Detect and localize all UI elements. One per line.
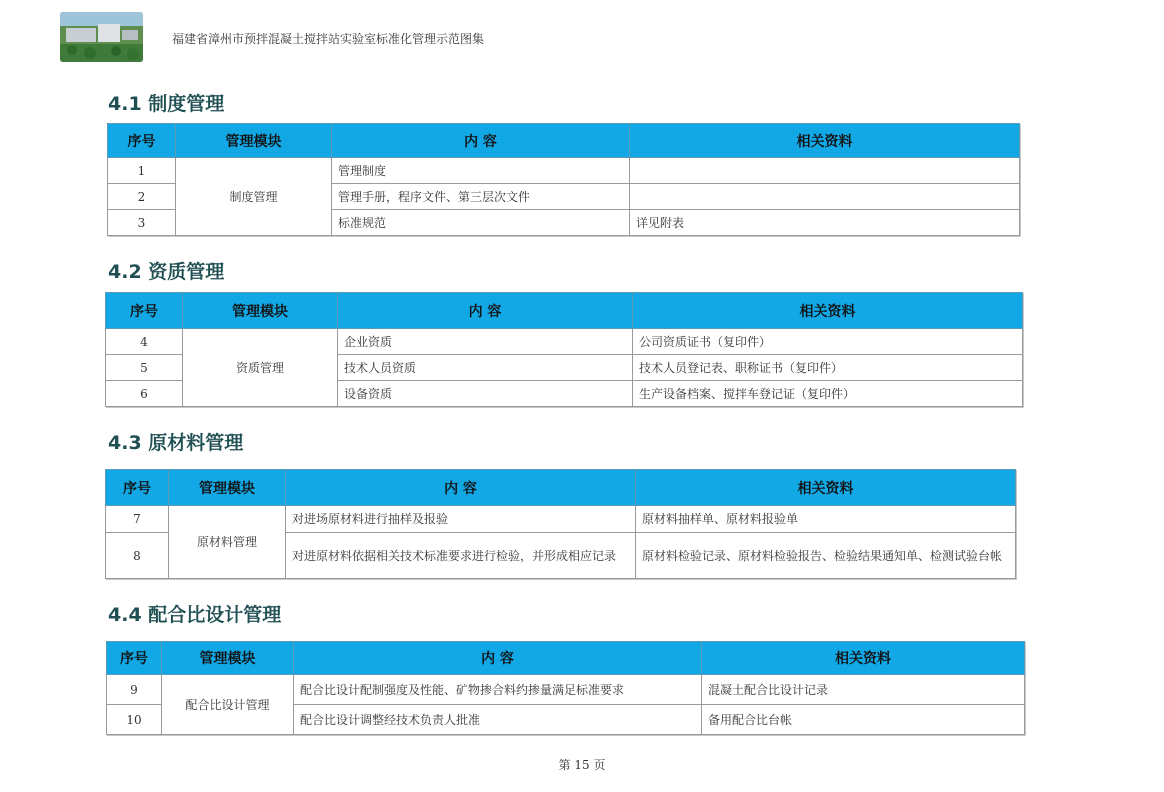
cell-content: 企业资质 <box>338 329 633 355</box>
cell-materials: 备用配合比台帐 <box>702 705 1025 735</box>
cell-content: 对进场原材料进行抽样及报验 <box>286 506 636 533</box>
section-title-4-4: 4.4 配合比设计管理 <box>108 604 282 626</box>
cell-materials: 原材料抽样单、原材料报验单 <box>636 506 1016 533</box>
table-header-row <box>106 470 1016 506</box>
cell-content: 配合比设计配制强度及性能、矿物掺合料约掺量满足标准要求 <box>294 675 702 705</box>
cell-content: 配合比设计调整经技术负责人批准 <box>294 705 702 735</box>
section-title-4-1: 4.1 制度管理 <box>108 93 225 115</box>
table-header-row <box>106 293 1023 329</box>
table-row <box>108 158 1020 184</box>
header-materials: 相关资料 <box>636 470 1016 506</box>
cell-module: 资质管理 <box>183 329 338 407</box>
header-content: 内 容 <box>286 470 636 506</box>
cell-module: 制度管理 <box>176 158 332 236</box>
header-module: 管理模块 <box>169 470 286 506</box>
cell-content: 标准规范 <box>332 210 630 236</box>
cell-materials: 混凝土配合比设计记录 <box>702 675 1025 705</box>
section-title-4-3: 4.3 原材料管理 <box>108 432 244 454</box>
header-materials: 相关资料 <box>630 124 1020 158</box>
header-content: 内 容 <box>332 124 630 158</box>
table-row <box>106 506 1016 533</box>
cell-seq: 6 <box>106 381 183 407</box>
cell-seq: 8 <box>106 533 169 579</box>
table-system-management <box>107 123 1020 236</box>
cell-seq: 3 <box>108 210 176 236</box>
header-logo-image <box>60 12 143 62</box>
table-row <box>106 329 1023 355</box>
header-module: 管理模块 <box>183 293 338 329</box>
header-content: 内 容 <box>338 293 633 329</box>
cell-materials: 生产设备档案、搅拌车登记证（复印件） <box>633 381 1023 407</box>
header-module: 管理模块 <box>162 642 294 675</box>
table-mix-design-management <box>106 641 1025 735</box>
table-qualification-management <box>105 292 1023 407</box>
header-seq: 序号 <box>108 124 176 158</box>
page-number: 第 15 页 <box>558 758 606 772</box>
cell-content: 设备资质 <box>338 381 633 407</box>
cell-content: 管理制度 <box>332 158 630 184</box>
cell-content: 技术人员资质 <box>338 355 633 381</box>
cell-seq: 2 <box>108 184 176 210</box>
cell-seq: 1 <box>108 158 176 184</box>
table-header-row <box>108 124 1020 158</box>
cell-materials: 详见附表 <box>630 210 1020 236</box>
header-seq: 序号 <box>106 470 169 506</box>
table-raw-material-management <box>105 469 1016 579</box>
header-seq: 序号 <box>106 293 183 329</box>
header-module: 管理模块 <box>176 124 332 158</box>
cell-materials: 公司资质证书（复印件） <box>633 329 1023 355</box>
cell-content: 管理手册，程序文件、第三层次文件 <box>332 184 630 210</box>
table-row <box>107 675 1025 705</box>
cell-seq: 5 <box>106 355 183 381</box>
cell-materials <box>630 184 1020 210</box>
section-title-4-2: 4.2 资质管理 <box>108 261 225 283</box>
header-materials: 相关资料 <box>702 642 1025 675</box>
cell-seq: 7 <box>106 506 169 533</box>
cell-module: 原材料管理 <box>169 506 286 579</box>
header-seq: 序号 <box>107 642 162 675</box>
cell-seq: 4 <box>106 329 183 355</box>
table-header-row <box>107 642 1025 675</box>
cell-materials: 原材料检验记录、原材料检验报告、检验结果通知单、检测试验台帐 <box>636 533 1016 579</box>
cell-content: 对进原材料依据相关技术标准要求进行检验，并形成相应记录 <box>286 533 636 579</box>
cell-module: 配合比设计管理 <box>162 675 294 735</box>
cell-materials: 技术人员登记表、职称证书（复印件） <box>633 355 1023 381</box>
header-materials: 相关资料 <box>633 293 1023 329</box>
cell-seq: 9 <box>107 675 162 705</box>
header-content: 内 容 <box>294 642 702 675</box>
cell-materials <box>630 158 1020 184</box>
cell-seq: 10 <box>107 705 162 735</box>
document-header-title: 福建省漳州市预拌混凝土搅拌站实验室标准化管理示范图集 <box>172 32 485 46</box>
